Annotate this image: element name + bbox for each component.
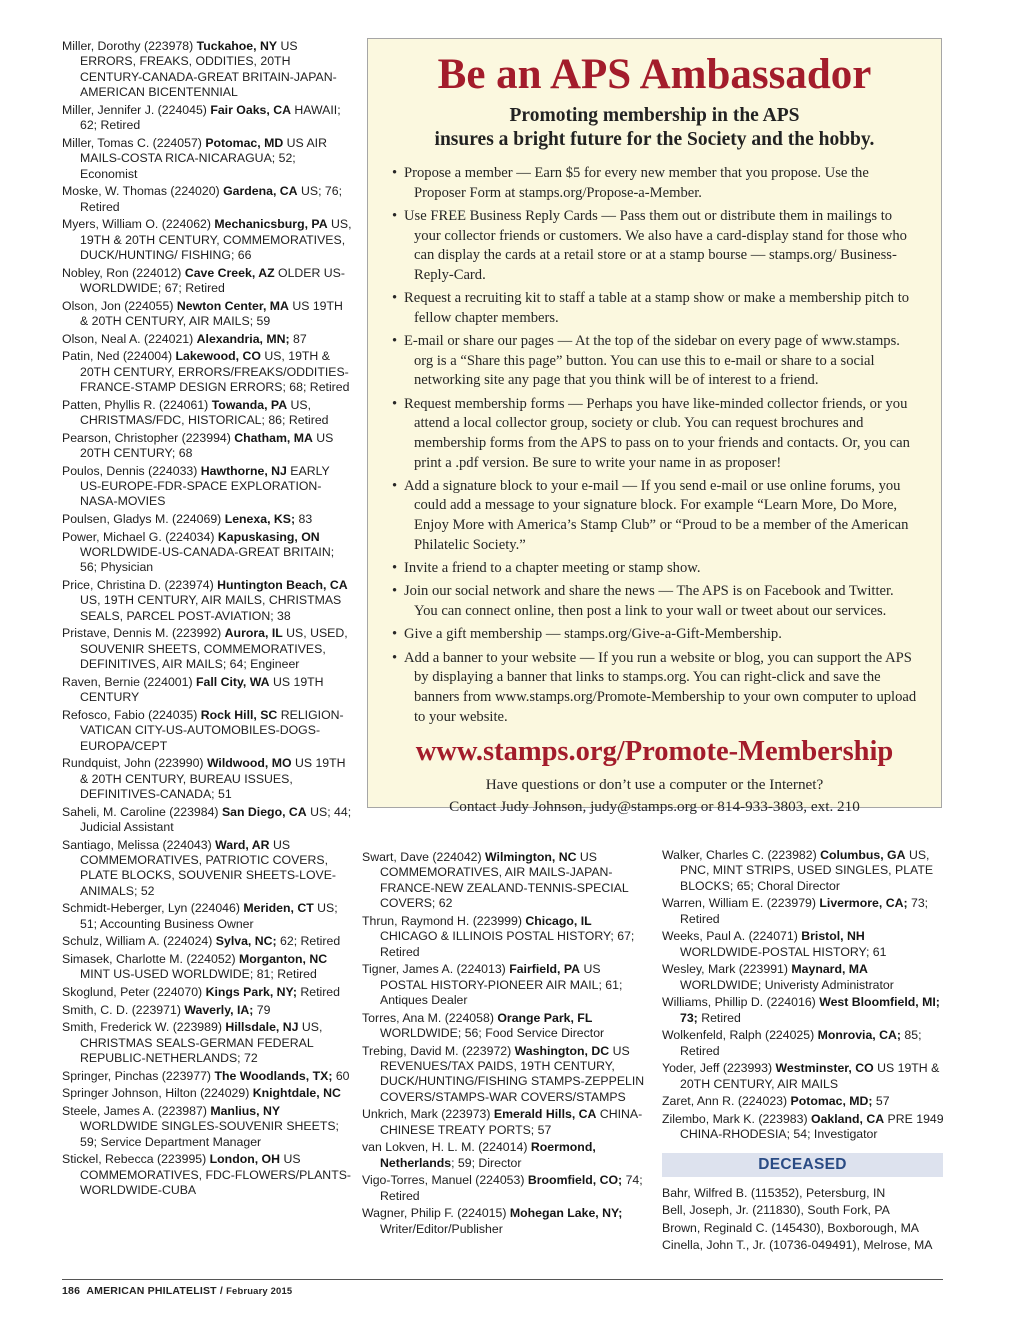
member-name: Torres, Ana M. (224058) [362, 1010, 494, 1025]
member-name: Warren, William E. (223979) [662, 896, 816, 911]
member-location: Monrovia, CA; [817, 1028, 901, 1043]
member-details: US, 19TH & 20TH CENTURY, COMMEMORATIVES, DUCK/HUNTING/ FISHING; 66 [80, 217, 352, 263]
member-name: Walker, Charles C. (223982) [662, 848, 817, 862]
member-name: Patin, Ned (224004) [62, 349, 173, 364]
member-entry [62, 985, 352, 1000]
member-details: ; 59; Director [451, 1155, 522, 1170]
member-entry [662, 962, 944, 993]
member-location: Westminster, CO [775, 1061, 874, 1076]
member-location: Mohegan Lake, NY; [509, 1206, 623, 1221]
ambassador-subtitle-line1: Promoting membership in the APS [509, 105, 800, 126]
member-name: Zilembo, Mark K. (223983) [662, 1112, 808, 1126]
ambassador-tip-text: Add a banner to your website — If you run a website or blog, you can support the APS by displaying a banner that links to stamps.org. You can right-click and save the banners from www.stamps.org/Promote-Membership to your own computer to upload to your website. [404, 649, 917, 725]
member-entry [662, 1028, 944, 1059]
member-name: Pearson, Christopher (223994) [62, 430, 231, 445]
member-name: Trebing, David M. (223972) [362, 1043, 512, 1058]
member-location: Oakland, CA [811, 1112, 885, 1126]
member-location: The Woodlands, TX; [214, 1068, 333, 1083]
member-details: US 19TH & 20TH CENTURY, AIR MAILS [680, 1061, 940, 1091]
ambassador-subtitle [368, 104, 941, 152]
member-entry [362, 1107, 648, 1138]
member-name: Williams, Phillip D. (224016) [662, 995, 816, 1010]
issue-date: February 2015 [226, 1285, 293, 1296]
member-entry [662, 1094, 944, 1109]
deceased-entry: Bahr, Wilfred B. (115352), Petersburg, IN [662, 1186, 886, 1200]
member-name: Miller, Tomas C. (224057) [62, 135, 202, 150]
member-entry [662, 929, 944, 960]
member-location: Hillsdale, NJ [225, 1020, 299, 1035]
member-entry [362, 1011, 648, 1042]
ambassador-tip [380, 582, 919, 621]
page-number: 186 [62, 1285, 81, 1297]
member-entry [62, 349, 352, 395]
member-location: Huntington Beach, CA [217, 578, 348, 593]
member-details: US 19TH & 20TH CENTURY, BUREAU ISSUES, DEFINITIVES-CANADA; 51 [80, 756, 346, 802]
member-entry [62, 708, 352, 754]
contact-details: Contact Judy Johnson, judy@stamps.org or 814-933-3803, ext. 210 [449, 797, 860, 815]
member-entry [62, 530, 352, 576]
member-details: Retired [701, 1010, 741, 1025]
member-details: US, 19TH CENTURY, AIR MAILS, CHRISTMAS SEALS, PARCEL POST-AVIATION; 38 [80, 593, 342, 623]
member-entry [62, 934, 352, 949]
member-name: Weeks, Paul A. (224071) [662, 929, 798, 944]
member-location: Wilmington, NC [485, 850, 577, 864]
member-name: Pristave, Dennis M. (223992) [62, 626, 222, 641]
deceased-list [662, 1185, 952, 1254]
ambassador-tip [380, 207, 919, 285]
ambassador-tip-text: Use FREE Business Reply Cards — Pass them out or distribute them in mailings to your collector friends or customers. We also have a card-display stand for those who can display the cards at a retail store or at a stamp bourse — stamps.org/ Business-Reply-Card. [404, 207, 907, 283]
member-name: Rundquist, John (223990) [62, 756, 204, 771]
member-location: Mechanicsburg, PA [214, 217, 328, 232]
contact-question: Have questions or don’t use a computer or the Internet? [485, 776, 824, 794]
members-column-middle [362, 850, 648, 1239]
member-entry [362, 914, 648, 960]
member-name: Swart, Dave (224042) [362, 850, 482, 864]
member-details: WORLDWIDE; 56; Food Service Director [380, 1026, 605, 1041]
ambassador-tip [380, 395, 919, 473]
member-location: Livermore, CA; [819, 896, 908, 911]
member-entry [62, 1069, 352, 1084]
member-details: 62; Retired [280, 934, 341, 949]
member-name: Tigner, James A. (224013) [362, 962, 506, 977]
ambassador-tip [380, 477, 919, 555]
member-entry [62, 675, 352, 706]
member-location: Towanda, PA [211, 397, 288, 412]
member-entry [362, 962, 648, 1008]
member-entry [362, 850, 648, 912]
member-details: CHINA-CHINESE TREATY PORTS; 57 [380, 1107, 643, 1137]
member-name: Springer, Pinchas (223977) [62, 1068, 212, 1083]
member-name: Schulz, William A. (224024) [62, 934, 213, 949]
member-location: Bristol, NH [801, 929, 865, 944]
member-entry [62, 626, 352, 672]
member-details: 73; Retired [680, 896, 929, 926]
member-details: US REVENUES/TAX PAIDS, 19TH CENTURY, DUCK/HUNTING/FISHING STAMPS-ZEPPELIN COVERS/STAMPS-WAR COVERS/STAMPS [380, 1043, 645, 1104]
ambassador-tip-text: Give a gift membership — stamps.org/Give-a-Gift-Membership. [404, 626, 782, 643]
deceased-entry: Brown, Reginald C. (145430), Boxborough, MA [662, 1220, 920, 1235]
member-location: London, OH [209, 1152, 281, 1167]
member-entry [62, 1086, 352, 1101]
member-details: Retired [300, 985, 340, 1000]
footer-rule [62, 1279, 943, 1280]
member-details: WORLDWIDE SINGLES-SOUVENIR SHEETS; 59; Service Department Manager [80, 1119, 339, 1149]
ambassador-tip [380, 164, 919, 203]
member-location: Broomfield, CO; [527, 1173, 623, 1188]
member-entry [662, 848, 944, 894]
member-name: Stickel, Rebecca (223995) [62, 1152, 207, 1167]
ambassador-tip-text: Add a signature block to your e-mail — If you send e-mail or use online forums, you could add a message to your signature block. For example “Learn More, Do More, Enjoy More with America’s Stamp Club” or “Proud to be a member of the American Philatelic Society.” [404, 477, 909, 553]
ambassador-tip-text: Invite a friend to a chapter meeting or stamp show. [404, 560, 701, 577]
member-location: Morganton, NC [239, 952, 328, 967]
member-name: Price, Christina D. (223974) [62, 578, 214, 593]
member-name: Myers, William O. (224062) [62, 217, 211, 232]
publication-name: AMERICAN PHILATELIST [86, 1285, 217, 1297]
member-name: Patten, Phyllis R. (224061) [62, 397, 209, 412]
member-name: Yoder, Jeff (223993) [662, 1061, 773, 1076]
member-entry [62, 103, 352, 134]
member-location: Manlius, NY [210, 1103, 281, 1118]
member-location: Lakewood, CO [175, 349, 261, 364]
member-entry [62, 464, 352, 510]
member-name: Moske, W. Thomas (224020) [62, 184, 220, 199]
member-name: Poulsen, Gladys M. (224069) [62, 512, 222, 527]
member-details: RELIGION-VATICAN CITY-US-AUTOMOBILES-DOGS-EUROPA/CEPT [80, 707, 344, 753]
member-entry [362, 1140, 648, 1171]
deceased-entry: Cinella, John T., Jr. (10736-049491), Melrose, MA [662, 1237, 933, 1252]
member-details: US, CHRISTMAS/FDC, HISTORICAL; 86; Retired [80, 397, 329, 428]
member-location: Maynard, MA [791, 962, 868, 977]
member-details: 87 [293, 331, 307, 346]
member-location: Potomac, MD [205, 135, 284, 150]
member-name: Miller, Jennifer J. (224045) [62, 102, 207, 117]
member-location: Fair Oaks, CA [210, 102, 291, 117]
member-location: Fall City, WA [196, 674, 270, 689]
member-name: Santiago, Melissa (224043) [62, 837, 212, 852]
member-entry [662, 1112, 944, 1143]
member-name: Power, Michael G. (224034) [62, 529, 215, 544]
ambassador-tips-list [368, 164, 941, 727]
member-location: Waverly, IA; [184, 1002, 254, 1017]
member-details: US COMMEMORATIVES, PATRIOTIC COVERS, PLATE BLOCKS, SOUVENIR SHEETS-LOVE-ANIMALS; 52 [80, 837, 337, 898]
member-name: Smith, C. D. (223971) [62, 1002, 181, 1017]
member-name: Zaret, Ann R. (224023) [662, 1094, 788, 1109]
member-location: Orange Park, FL [497, 1010, 593, 1025]
member-entry [62, 398, 352, 429]
member-details: Writer/Editor/Publisher [380, 1221, 503, 1236]
ambassador-tip-text: E-mail or share our pages — At the top of the sidebar on every page of www.stamps. org is a “Share this page” button. You can use this to e-mail or share to a social networking site any page that you think will be of interest to a friend. [404, 333, 900, 389]
member-name: Olson, Jon (224055) [62, 298, 174, 313]
aps-ambassador-box [367, 38, 942, 815]
member-location: Gardena, CA [223, 184, 298, 199]
member-name: Raven, Bernie (224001) [62, 674, 193, 689]
footer-separator: / [216, 1285, 227, 1297]
member-entry [62, 431, 352, 462]
member-details: MINT US-USED WORLDWIDE; 81; Retired [80, 967, 317, 982]
member-location: San Diego, CA [221, 804, 307, 819]
member-entry [62, 805, 352, 836]
member-details: PRE 1949 CHINA-RHODESIA; 54; Investigator [680, 1112, 944, 1142]
member-details: 85; Retired [680, 1028, 922, 1058]
member-name: Wesley, Mark (223991) [662, 962, 788, 977]
page-footer [62, 1285, 292, 1297]
member-name: Schmidt-Heberger, Lyn (224046) [62, 901, 240, 916]
member-details: EARLY US-EUROPE-FDR-SPACE EXPLORATION-NASA-MOVIES [80, 463, 330, 509]
member-entry [62, 332, 352, 347]
member-entry [62, 756, 352, 802]
member-name: Springer Johnson, Hilton (224029) [62, 1086, 250, 1101]
ambassador-tip [380, 289, 919, 328]
member-name: Nobley, Ron (224012) [62, 265, 182, 280]
member-name: Miller, Dorothy (223978) [62, 39, 194, 53]
member-name: Smith, Frederick W. (223989) [62, 1020, 222, 1035]
member-location: Alexandria, MN; [196, 331, 290, 346]
member-entry [362, 1173, 648, 1204]
member-entry [62, 39, 352, 101]
ambassador-tip [380, 332, 919, 391]
ambassador-subtitle-line2: insures a bright future for the Society and the hobby. [434, 129, 875, 150]
ambassador-tip [380, 559, 919, 579]
ambassador-tip [380, 649, 919, 727]
member-location: Potomac, MD; [790, 1094, 873, 1109]
member-details: US, 19TH & 20TH CENTURY, ERRORS/FREAKS/ODDITIES-FRANCE-STAMP DESIGN ERRORS; 68; Retired [80, 349, 350, 395]
members-column-left [62, 39, 352, 1201]
member-entry [662, 1061, 944, 1092]
member-name: Wolkenfeld, Ralph (224025) [662, 1028, 815, 1043]
member-details: US; 51; Accounting Business Owner [80, 901, 338, 931]
member-details: US COMMEMORATIVES, FDC-FLOWERS/PLANTS-WORLDWIDE-CUBA [80, 1152, 351, 1198]
member-entry [62, 512, 352, 527]
member-location: Hawthorne, NJ [200, 463, 287, 478]
ambassador-tip [380, 625, 919, 645]
member-location: Kapuskasing, ON [217, 529, 320, 544]
member-details: CHICAGO & ILLINOIS POSTAL HISTORY; 67; Retired [380, 929, 635, 959]
member-name: Vigo-Torres, Manuel (224053) [362, 1173, 525, 1188]
member-entry [62, 952, 352, 983]
member-entry [62, 299, 352, 330]
member-entry [62, 1003, 352, 1018]
member-name: Poulos, Dennis (224033) [62, 463, 198, 478]
member-entry [62, 1152, 352, 1198]
member-name: Wagner, Philip F. (224015) [362, 1206, 507, 1221]
member-entry [662, 896, 944, 927]
member-entry [662, 995, 944, 1026]
member-location: Wildwood, MO [206, 756, 292, 771]
member-entry [62, 217, 352, 263]
member-entry [62, 901, 352, 932]
member-location: Knightdale, NC [252, 1086, 341, 1101]
member-details: US 19TH & 20TH CENTURY, AIR MAILS; 59 [80, 298, 343, 329]
member-entry [62, 1020, 352, 1066]
members-column-right [662, 848, 944, 1145]
member-location: Cave Creek, AZ [184, 265, 275, 280]
member-name: Refosco, Fabio (224035) [62, 707, 198, 722]
member-location: Sylva, NC; [215, 934, 277, 949]
member-name: Skoglund, Peter (224070) [62, 985, 203, 1000]
member-details: US; 44; Judicial Assistant [80, 804, 352, 835]
member-name: Thrun, Raymond H. (223999) [362, 913, 522, 928]
member-location: Newton Center, MA [176, 298, 289, 313]
member-details: 60 [335, 1068, 350, 1083]
member-details: US 19TH CENTURY [80, 674, 324, 705]
member-location: Aurora, IL [224, 626, 283, 641]
ambassador-tip-text: Request a recruiting kit to staff a table at a stamp show or make a membership pitch to fellow chapter members. [404, 290, 910, 326]
member-name: van Lokven, H. L. M. (224014) [362, 1140, 528, 1155]
member-details: US, USED, SOUVENIR SHEETS, COMMEMORATIVES, DEFINITIVES, AIR MAILS; 64; Engineer [80, 626, 348, 672]
member-name: Saheli, M. Caroline (223984) [62, 804, 219, 819]
member-location: Kings Park, NY; [205, 985, 297, 1000]
member-details: 57 [875, 1094, 890, 1109]
ambassador-title: Be an APS Ambassador [437, 51, 872, 98]
ambassador-tip-text: Request membership forms — Perhaps you have like-minded collector friends, or you attend a local collector group, society or club. You can request brochures and membership forms from the APS to pass on to your friends and contacts. Or, you can print a .pdf version. Be sure to write your name in as proposer! [404, 395, 910, 471]
member-location: Emerald Hills, CA [493, 1107, 597, 1122]
member-location: Columbus, GA [820, 848, 906, 862]
member-entry [362, 1206, 648, 1237]
member-location: Meriden, CT [243, 901, 314, 916]
member-location: Washington, DC [514, 1043, 610, 1058]
member-entry [62, 838, 352, 900]
member-entry [362, 1044, 648, 1106]
member-details: HAWAII; 62; Retired [80, 102, 341, 133]
member-location: Ward, AR [215, 837, 270, 852]
ambassador-contact [368, 774, 941, 817]
member-details: US POSTAL HISTORY-PIONEER AIR MAIL; 61; Antiques Dealer [380, 962, 623, 1008]
promote-membership-link[interactable]: www.stamps.org/Promote-Membership [415, 736, 894, 768]
member-location: Roermond, Netherlands [380, 1140, 596, 1170]
deceased-header: DECEASED [662, 1153, 943, 1177]
member-details: US COMMEMORATIVES, AIR MAILS-JAPAN-FRANCE-NEW ZEALAND-TENNIS-SPECIAL COVERS; 62 [380, 850, 629, 911]
member-details: US ERRORS, FREAKS, ODDITIES, 20TH CENTURY-CANADA-GREAT BRITAIN-JAPAN-AMERICAN BICENTENNIAL [80, 39, 337, 100]
member-details: US, PNC, MINT STRIPS, USED SINGLES, PLATE BLOCKS; 65; Choral Director [680, 848, 934, 893]
member-name: Unkrich, Mark (223973) [362, 1107, 491, 1122]
member-name: Simasek, Charlotte M. (224052) [62, 952, 236, 967]
member-location: Rock Hill, SC [200, 707, 278, 722]
member-location: Lenexa, KS; [224, 512, 296, 527]
member-details: 83 [298, 512, 313, 527]
member-location: Fairfield, PA [509, 962, 581, 977]
member-entry [62, 266, 352, 297]
member-details: US AIR MAILS-COSTA RICA-NICARAGUA; 52; Economist [80, 135, 327, 181]
member-entry [62, 136, 352, 182]
member-location: Tuckahoe, NY [196, 39, 278, 53]
member-details: WORLDWIDE-POSTAL HISTORY; 61 [680, 944, 887, 959]
member-entry [62, 1104, 352, 1150]
member-location: Chicago, IL [525, 913, 592, 928]
member-name: Olson, Neal A. (224021) [62, 331, 194, 346]
member-details: 74; Retired [380, 1173, 643, 1203]
member-details: US, CHRISTMAS SEALS-GERMAN FEDERAL REPUBLIC-NETHERLANDS; 72 [80, 1020, 323, 1066]
deceased-entry: Bell, Joseph, Jr. (211830), South Fork, PA [662, 1203, 890, 1218]
member-details: OLDER US-WORLDWIDE; 67; Retired [80, 265, 345, 296]
member-details: WORLDWIDE-US-CANADA-GREAT BRITAIN; 56; Physician [80, 545, 335, 575]
member-details: US; 76; Retired [80, 184, 342, 214]
member-location: Chatham, MA [234, 430, 313, 445]
member-entry [62, 578, 352, 624]
ambassador-tip-text: Propose a member — Earn $5 for every new member that you propose. Use the Proposer Form at stamps.org/Propose-a-Member. [404, 165, 869, 201]
ambassador-tip-text: Join our social network and share the news — The APS is on Facebook and Twitter. You can connect online, then post a link to your wall or tweet about our services. [404, 583, 894, 620]
member-entry [62, 184, 352, 215]
member-location: West Bloomfield, MI; 73; [680, 995, 940, 1025]
member-name: Steele, James A. (223987) [62, 1103, 207, 1118]
member-details: US 20TH CENTURY; 68 [80, 430, 334, 461]
member-details: WORLDWIDE; Univeristy Administrator [680, 977, 894, 992]
member-details: 79 [256, 1002, 271, 1017]
